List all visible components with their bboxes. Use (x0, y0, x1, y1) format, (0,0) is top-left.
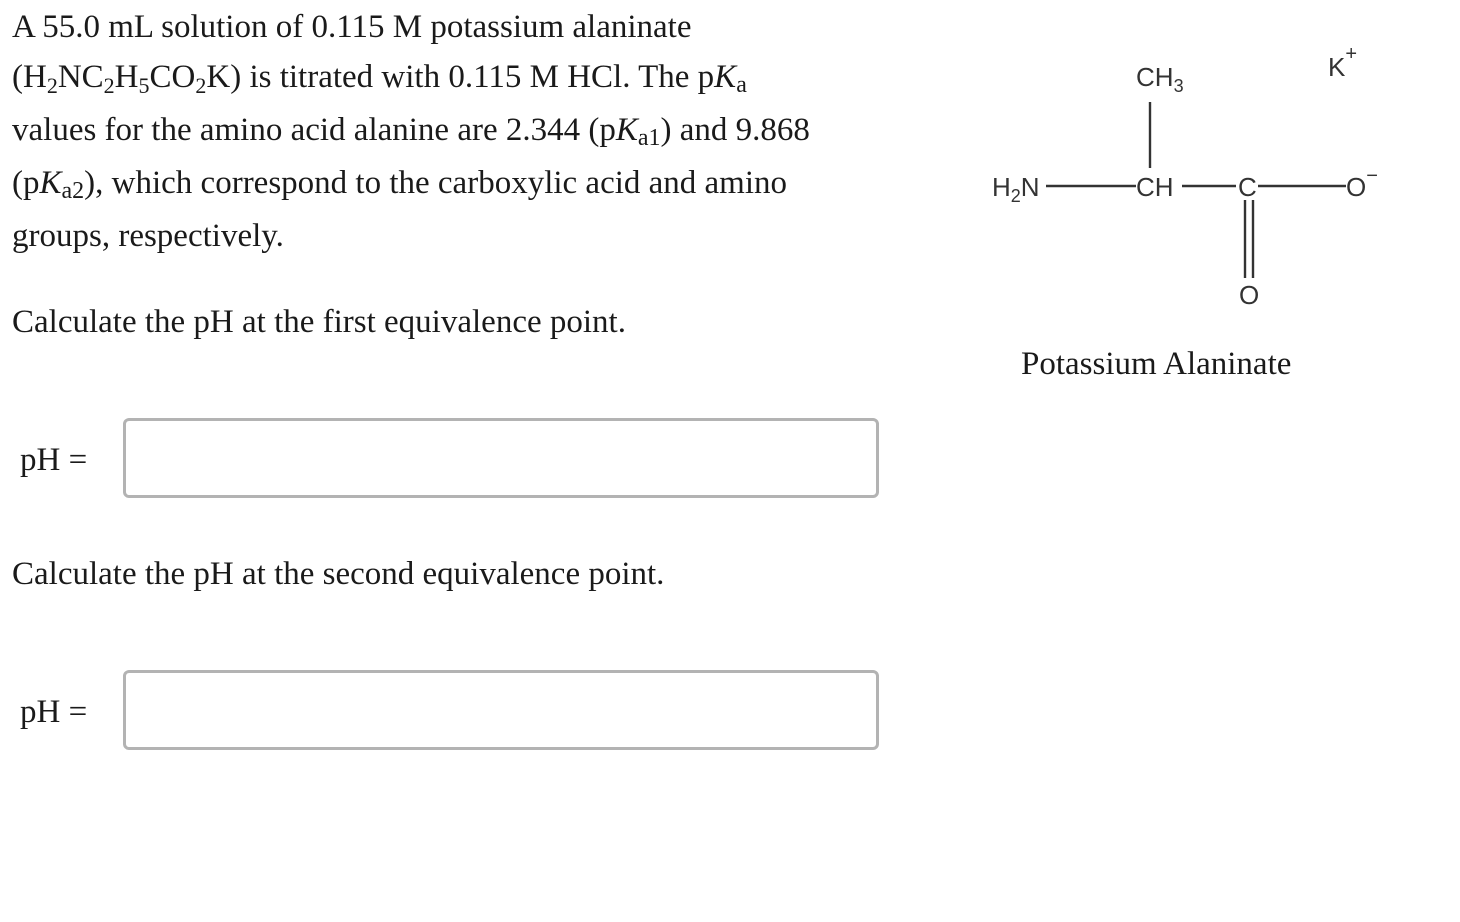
titrant-text: is titrated with 0.115 M HCl. The p (241, 59, 715, 95)
ka1-subscript: a1 (637, 125, 661, 151)
ph-input-first[interactable] (123, 418, 879, 498)
ka-letter: K (714, 59, 737, 95)
alpha-carbon-label: CH (1136, 172, 1174, 202)
amino-group-label: $H_2N$ (992, 172, 1040, 206)
ph-label-second: pH = (20, 694, 88, 730)
formula-co: CO (149, 59, 196, 95)
carbonyl-carbon-label: C (1238, 172, 1257, 202)
formula-open: (H (12, 59, 47, 95)
ph-input-second[interactable] (123, 670, 879, 750)
answer-row-second (20, 670, 890, 754)
formula-k: K) (206, 59, 242, 95)
formula-sub-3: 5 (138, 73, 150, 98)
potassium-alaninate-structure (980, 30, 1400, 320)
formula-sub-2: 2 (103, 73, 115, 98)
formula-h: H (114, 59, 139, 95)
carboxylate-oxygen-label: O− (1346, 165, 1378, 202)
question-second-equivalence: Calculate the pH at the second equivalence point. (12, 556, 665, 592)
structure-caption: Potassium Alaninate (1021, 346, 1292, 382)
open-paren: (p (12, 165, 40, 201)
problem-statement (12, 2, 912, 261)
tail-text: ), which correspond to the carboxylic acid and amino (84, 165, 788, 201)
formula-sub-1: 2 (46, 73, 58, 98)
ka-subscript: a (736, 72, 747, 98)
formula-sub-4: 2 (195, 73, 207, 98)
ka1-letter: K (615, 112, 638, 148)
answer-row-first (20, 418, 890, 502)
ka2-subscript: a2 (61, 178, 85, 204)
values-text: values for the amino acid alanine are 2.344 (p (12, 112, 616, 148)
ka2-letter: K (39, 165, 62, 201)
and-text: ) and 9.868 (660, 112, 810, 148)
tail-text-2: groups, respectively. (12, 218, 284, 254)
ph-label-first: pH = (20, 442, 88, 478)
carbonyl-oxygen-label: O (1239, 280, 1260, 310)
ch3-label: $CH_3$ (1136, 62, 1184, 96)
formula-nc: NC (57, 59, 104, 95)
potassium-ion: K+ (1328, 43, 1358, 82)
problem-intro: A 55.0 mL solution of 0.115 M potassium alaninate (12, 9, 692, 45)
question-first-equivalence: Calculate the pH at the first equivalence point. (12, 304, 626, 340)
